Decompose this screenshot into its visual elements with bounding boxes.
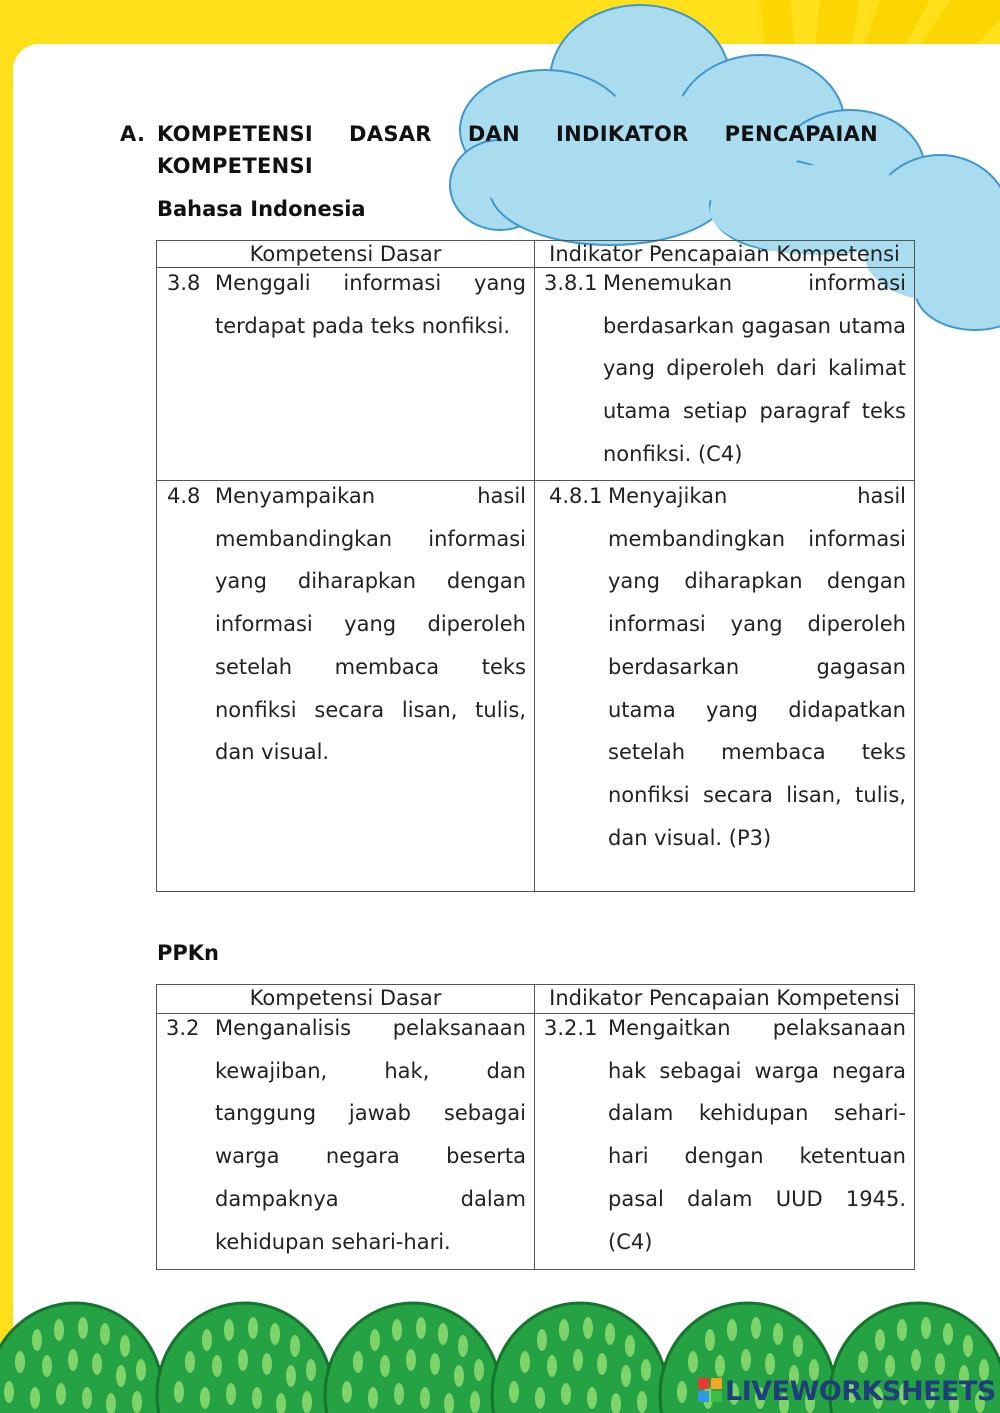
subject-title: PPKn <box>157 941 220 965</box>
ipk-text: Menyajikan hasil membandingkan informasi yang diharapkan dengan informasi yang diperoleh berdasarkan gagasan utama yang didapatkan setelah membaca teks nonfiksi secara lisan, tulis, dan visual. (P3) <box>608 484 906 850</box>
ipk-number: 4.8.1 <box>549 484 603 508</box>
column-header-ipk: Indikator Pencapaian Kompetensi <box>535 241 915 268</box>
kd-text: Menggali informasi yang terdapat pada teks nonfiksi. <box>215 271 526 338</box>
competency-table-bahasa-indonesia <box>156 240 915 892</box>
column-header-kd: Kompetensi Dasar <box>157 241 535 268</box>
kd-text: Menyampaikan hasil membandingkan informasi yang diharapkan dengan informasi yang diperoleh setelah membaca teks nonfiksi secara lisan, tulis, dan visual. <box>215 484 526 765</box>
kd-number: 3.8 <box>167 271 201 295</box>
heading-line-1: KOMPETENSI DASAR DAN INDIKATOR PENCAPAIAN <box>157 122 878 146</box>
table-row <box>157 481 915 892</box>
ipk-cell <box>535 268 915 481</box>
ipk-number: 3.8.1 <box>544 271 598 295</box>
kd-cell <box>157 481 535 892</box>
logo-mark-icon <box>697 1377 723 1403</box>
kd-cell <box>157 1014 535 1270</box>
table-row <box>157 268 915 481</box>
logo-text: LIVEWORKSHEETS <box>725 1376 996 1407</box>
ipk-number: 3.2.1 <box>544 1016 598 1040</box>
kd-number: 4.8 <box>167 484 201 508</box>
subject-title: Bahasa Indonesia <box>157 197 366 221</box>
heading-line-2: KOMPETENSI <box>157 154 313 178</box>
column-header-ipk: Indikator Pencapaian Kompetensi <box>535 985 915 1014</box>
kd-number: 3.2 <box>166 1016 200 1040</box>
column-header-kd: Kompetensi Dasar <box>157 985 535 1014</box>
heading-marker: A. <box>120 122 146 146</box>
table-row <box>157 1014 915 1270</box>
ipk-text: Menemukan informasi berdasarkan gagasan utama yang diperoleh dari kalimat utama setiap paragraf teks nonfiksi. (C4) <box>603 271 906 466</box>
kd-cell <box>157 268 535 481</box>
ipk-cell <box>535 481 915 892</box>
kd-text: Menganalisis pelaksanaan kewajiban, hak, dan tanggung jawab sebagai warga negara beserta dampaknya dalam kehidupan sehari-hari. <box>215 1016 526 1254</box>
competency-table-ppkn <box>156 984 915 1270</box>
ipk-text: Mengaitkan pelaksanaan hak sebagai warga negara dalam kehidupan sehari-hari dengan ketentuan pasal dalam UUD 1945. (C4) <box>608 1016 906 1254</box>
ipk-cell <box>535 1014 915 1270</box>
liveworksheets-logo <box>697 1376 996 1407</box>
